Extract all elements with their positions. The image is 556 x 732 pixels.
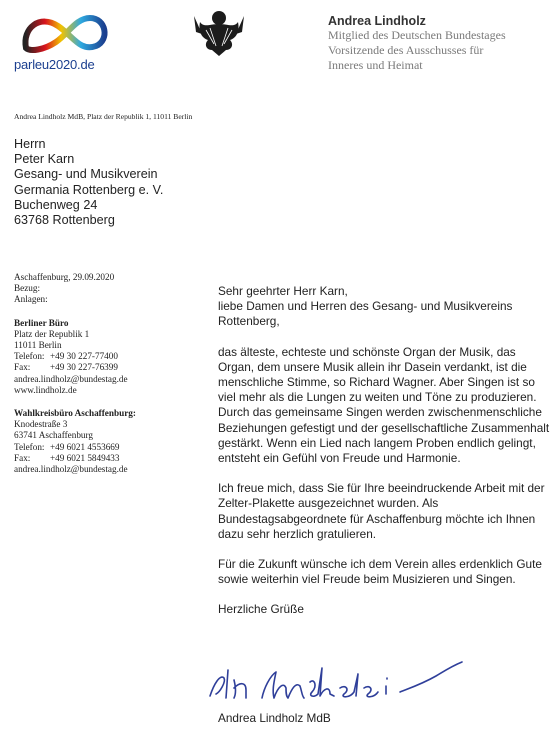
- recipient-line: Germania Rottenberg e. V.: [14, 182, 164, 197]
- recipient-address: [14, 137, 163, 228]
- berlin-email: andrea.lindholz@bundestag.de: [14, 373, 128, 384]
- salutation-line: Sehr geehrter Herr Karn,: [218, 284, 348, 298]
- sender-name: Andrea Lindholz: [328, 14, 426, 28]
- handwritten-signature: [200, 658, 490, 706]
- letter-date: Aschaffenburg, 29.09.2020: [14, 272, 115, 282]
- aschaffenburg-email: andrea.lindholz@bundestag.de: [14, 464, 128, 475]
- sender-title-line: Inneres und Heimat: [328, 58, 423, 72]
- aschaffenburg-fax: Fax: +49 6021 5849433: [14, 452, 120, 463]
- anlagen-label: Anlagen:: [14, 294, 48, 305]
- aschaffenburg-city: 63741 Aschaffenburg: [14, 430, 94, 441]
- berlin-phone: Telefon: +49 30 227-77400: [14, 351, 118, 362]
- paragraph: das älteste, echteste und schönste Organ der Musik, das Organ, dem unsere Musik allein ihr Dasein verdankt, ist die menschliche Stimme, so Richard Wagner. Aber Singen ist so viel mehr als die Lungen zu weiten und Töne zu produzieren. Durch das gemeinsame Singen werden zwischenmenschliche Beziehungen gefestigt und der gesellschaftliche Zusammenhalt gestärkt. Wenn ein Lied nach langem Proben endlich gelingt, entsteht ein Gefühl von Freude und Harmonie.: [218, 344, 550, 466]
- return-address: Andrea Lindholz MdB, Platz der Republik 1, 11011 Berlin: [14, 112, 193, 121]
- paragraph: Ich freue mich, dass Sie für Ihre beeindruckende Arbeit mit der Zelter-Plakette ausgezeichnet wurden. Als Bundestagsabgeordnete für Aschaffenburg möchte ich Ihnen dazu sehr herzlich gratulieren.: [218, 481, 545, 541]
- federal-eagle-icon: [192, 4, 246, 58]
- letter-body: [218, 284, 550, 618]
- berlin-street: Platz der Republik 1: [14, 328, 90, 339]
- aschaffenburg-office-title: Wahlkreisbüro Aschaffenburg:: [14, 408, 136, 419]
- sender-title-line: Mitglied des Deutschen Bundestages: [328, 28, 506, 42]
- signer-name: Andrea Lindholz MdB: [218, 711, 331, 725]
- berlin-city: 11011 Berlin: [14, 340, 62, 351]
- sender-block: [328, 14, 553, 73]
- berlin-office-title: Berliner Büro: [14, 317, 69, 328]
- salutation-line: liebe Damen und Herren des Gesang- und Musikvereins Rottenberg,: [218, 299, 513, 329]
- parleu-logo: [14, 8, 114, 72]
- recipient-line: 63768 Rottenberg: [14, 213, 115, 228]
- aschaffenburg-street: Knodestraße 3: [14, 419, 68, 430]
- recipient-line: Herrn: [14, 137, 46, 151]
- recipient-line: Buchenweg 24: [14, 197, 98, 212]
- bezug-label: Bezug:: [14, 283, 41, 294]
- berlin-web: www.lindholz.de: [14, 384, 77, 395]
- paragraph: Für die Zukunft wünsche ich dem Verein alles erdenklich Gute sowie weiterhin viel Freude beim Musizieren und Singen.: [218, 557, 542, 587]
- berlin-fax: Fax: +49 30 227-76399: [14, 362, 118, 373]
- aschaffenburg-phone: Telefon: +49 6021 4553669: [14, 441, 120, 452]
- sender-title-line: Vorsitzende des Ausschusses für: [328, 43, 484, 57]
- eu2020-ribbon-icon: [18, 8, 110, 58]
- logo-text: parleu2020.de: [14, 57, 95, 72]
- recipient-line: Gesang- und Musikverein: [14, 167, 158, 182]
- info-column: [14, 272, 204, 475]
- recipient-line: Peter Karn: [14, 152, 75, 167]
- closing: Herzliche Grüße: [218, 602, 304, 617]
